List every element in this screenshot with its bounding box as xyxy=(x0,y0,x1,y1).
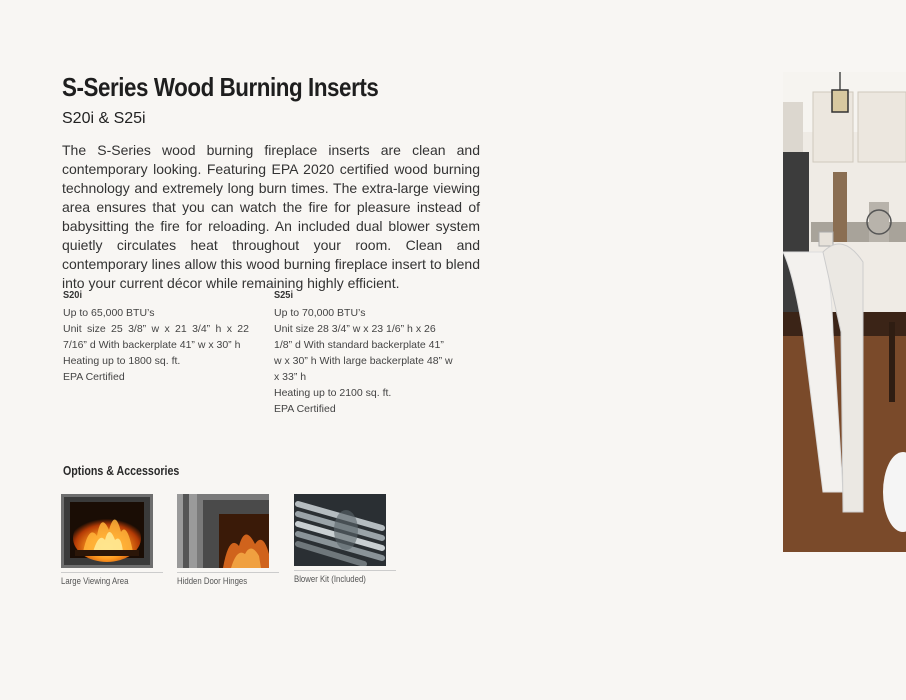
spec-model-label: S20i xyxy=(63,289,83,301)
spec-line: Heating up to 2100 sq. ft. xyxy=(274,387,392,399)
accessory-large-viewing-area xyxy=(61,494,163,587)
spec-line: Up to 65,000 BTU’s xyxy=(63,307,155,319)
spec-line: Unit size 25 3/8” w x 21 3/4” h x 22 7/16” d With backerplate 41” w x 30” h xyxy=(63,323,249,351)
accessory-blower-kit xyxy=(294,494,396,585)
accessory-caption: Blower Kit (Included) xyxy=(294,574,366,585)
page-title: S-Series Wood Burning Inserts xyxy=(62,72,379,102)
options-heading: Options & Accessories xyxy=(63,463,180,478)
accessory-divider xyxy=(294,570,396,571)
accessory-divider xyxy=(61,572,163,573)
fireplace-flame-image xyxy=(61,494,153,568)
door-hinge-image xyxy=(177,494,269,568)
spec-line: Unit size 28 3/4” w x 23 1/6” h x 26 1/8” d With standard backerplate 41” w x 30” h With large backerplate 48” w x 33” h xyxy=(274,323,453,383)
spec-model-label: S25i xyxy=(274,289,294,301)
spec-block-s25i xyxy=(274,287,454,417)
accessory-divider xyxy=(177,572,279,573)
spec-block-s20i xyxy=(63,287,249,385)
accessory-hidden-door-hinges xyxy=(177,494,279,587)
accessory-caption: Hidden Door Hinges xyxy=(177,576,248,587)
intro-paragraph: The S-Series wood burning fireplace inserts are clean and contemporary looking. Featuring EPA 2020 certified wood burning technology and extremely long burn times. The extra-large viewing area ensures that you can watch the fire for pleasure instead of babysitting the fire for reloading. An included dual blower system quietly circulates heat throughout your room. Clean and contemporary lines allow this wood burning fireplace insert to blend into your current décor while remaining highly efficient. xyxy=(62,142,480,291)
spec-line: EPA Certified xyxy=(63,371,125,383)
page-subtitle: S20i & S25i xyxy=(62,110,146,127)
blower-kit-image xyxy=(294,494,386,566)
interior-dining-room-photo xyxy=(783,72,906,552)
spec-line: EPA Certified xyxy=(274,403,336,415)
accessory-caption: Large Viewing Area xyxy=(61,576,129,587)
spec-line: Heating up to 1800 sq. ft. xyxy=(63,355,181,367)
spec-line: Up to 70,000 BTU’s xyxy=(274,307,366,319)
